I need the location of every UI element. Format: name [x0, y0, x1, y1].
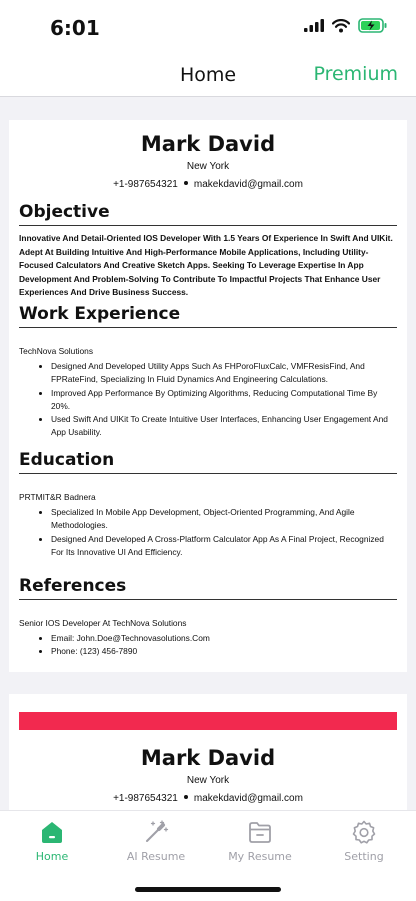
wifi-icon [332, 19, 350, 33]
resume-name: Mark David [140, 746, 276, 770]
list-item: • Specialized In Mobile App Development, Object-Oriented Programming, And Agile Methodologies. [51, 506, 397, 533]
separator-dot [184, 795, 188, 799]
list-item: • Phone: (123) 456-7890 [51, 645, 397, 658]
references-bullets [19, 632, 397, 659]
resume-email: makekdavid@gmail.com [193, 793, 303, 804]
list-item: • Improved App Performance By Optimizing Algorithms, Reducing Computational Time By 20%. [51, 387, 397, 414]
gear-icon [351, 819, 377, 845]
references-section [19, 576, 397, 659]
education-organization: PRTMIT&R Badnera [19, 492, 96, 502]
work-organization: TechNova Solutions [19, 346, 94, 356]
tab-ai-resume[interactable] [104, 819, 208, 863]
tab-my-resume[interactable] [208, 819, 312, 863]
tab-label: Setting [344, 850, 384, 863]
objective-text: Innovative And Detail-Oriented IOS Developer With 1.5 Years Of Experience In Swift And UIKit. Adept At Building Intuitive And High-Performance Mobile Applications, Including Utility-Focused Calculators And Creative Sketch Apps. Seeking To Leverage Expertise In App Development And Problem-Solving To Contribute To Impactful Projects That Enhance User Experiences And Drive Business Success. [19, 233, 393, 297]
list-item: • Email: John.Doe@Technovasolutions.Com [51, 632, 397, 645]
work-bullets [19, 360, 397, 440]
separator-dot [184, 181, 188, 185]
section-title: Objective [19, 202, 397, 226]
navigation-bar [0, 54, 416, 97]
cellular-signal-icon [304, 19, 324, 32]
tab-label: AI Resume [126, 850, 186, 863]
tab-label: My Resume [228, 850, 292, 863]
references-organization: Senior IOS Developer At TechNova Solutions [19, 618, 187, 628]
premium-button[interactable]: Premium [313, 63, 398, 85]
list-item: • Used Swift And UIKit To Create Intuitive User Interfaces, Enhancing User Engagement And App Usability. [51, 413, 397, 440]
objective-section [19, 202, 397, 300]
tab-home[interactable] [0, 819, 104, 863]
resume-templates-list[interactable] [0, 97, 416, 810]
folder-icon [247, 819, 273, 845]
education-bullets [19, 506, 397, 559]
section-title: Education [19, 450, 397, 474]
tab-label: Home [35, 850, 69, 863]
list-item: • Designed And Developed Utility Apps Such As FHPoroFluxCalc, VMFResisFind, And FPRateFind, Specializing In Fluid Dynamics And Engineering Calculations. [51, 360, 397, 387]
magic-wand-icon [143, 819, 169, 845]
resume-phone: +1-987654321 [113, 179, 178, 190]
resume-contact [9, 793, 407, 804]
status-time: 6:01 [50, 16, 100, 40]
status-bar [0, 0, 416, 54]
section-title: Work Experience [19, 304, 397, 328]
resume-preview-card[interactable] [9, 120, 407, 672]
list-item: • Designed And Developed A Cross-Platform Calculator App As A Final Project, Recognized For Its Innovative UI And Efficiency. [51, 533, 397, 560]
resume-preview-card[interactable] [9, 694, 407, 810]
resume-name: Mark David [140, 132, 276, 156]
resume-city: New York [186, 161, 230, 172]
resume-contact [9, 179, 407, 190]
home-icon [39, 819, 65, 845]
resume-email: makekdavid@gmail.com [193, 179, 303, 190]
work-experience-section [19, 304, 397, 440]
page-title: Home [179, 64, 237, 86]
section-title: References [19, 576, 397, 600]
resume-phone: +1-987654321 [113, 793, 178, 804]
education-section [19, 450, 397, 559]
status-icons [304, 18, 388, 33]
home-indicator[interactable] [135, 887, 281, 892]
battery-charging-icon [358, 18, 388, 33]
tab-setting[interactable] [312, 819, 416, 863]
template-header-bar [19, 712, 397, 730]
tab-bar [0, 810, 416, 901]
resume-city: New York [186, 775, 230, 786]
